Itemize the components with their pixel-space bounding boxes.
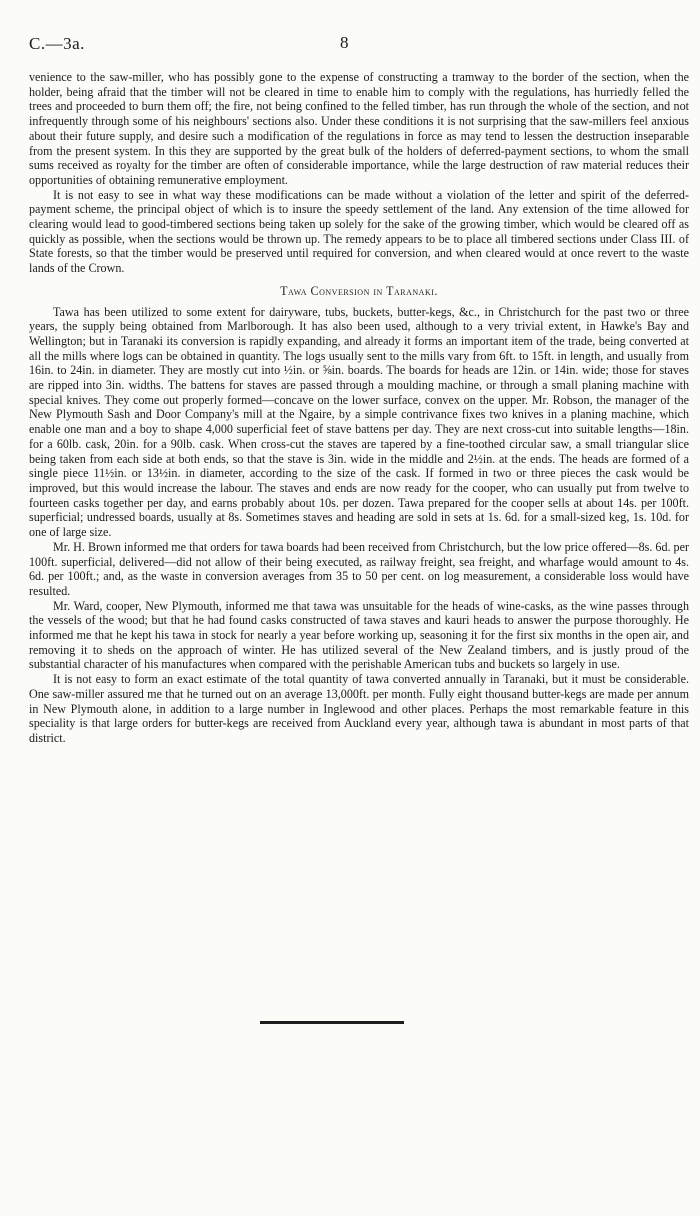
paragraph-tawa-usage: Tawa has been utilized to some extent for dairyware, tubs, buckets, butter-kegs, &c., in Christchurch for the past two or three years, the supply being obtained from Marlborough. It has also been used, although to a very trivial extent, in Hawke's Bay and Wellington; but in Taranaki its conversion is rapidly expanding, and already it forms an important item of the trade, being converted at all the mills where logs can be obtained in quantity. The logs usually sent to the mills vary from 6ft. to 15ft. in length, and usually from 16in. to 24in. in diameter. They are mostly cut into ½in. or ⅝in. boards. The boards for heads are 12in. or 14in. wide; those for staves are ripped into 3in. widths. The battens for staves are passed through a moulding machine, or through a small planing machine with special knives. They come out properly formed—concave on the lower surface, convex on the upper. Mr. Robson, the manager of the New Plymouth Sash and Door Company's mill at the Ngaire, by a simple contrivance fixes two knives in a planing machine, which enable one man and a boy to shape 4,000 superficial feet of stave battens per day. They are next cross-cut into suitable lengths—18in. for a 60lb. cask, 20in. for a 90lb. cask. When cross-cut the staves are tapered by a fine-toothed circular saw, a small triangular slice being taken from each side at both ends, so that the stave is 3in. wide in the middle and 2½in. at the ends. The heads are formed of a single piece 11½in. or 13½in. in diameter, according to the size of the cask. If formed in two or three pieces the cask would be improved, but this would increase the labour. The staves and ends are now ready for the cooper, who can usually put from twelve to fourteen casks together per day, and earns probably about 10s. per dozen. Tawa prepared for the cooper sells at about 14s. per 100ft. superficial; undressed boards, usually at 8s. Sometimes staves and heading are sold in sets at 1s. 6d. for a small-sized keg, 1s. 10d. for one of large size. (29, 304, 689, 540)
end-rule (260, 1021, 404, 1024)
page-number: 8 (340, 33, 349, 52)
section-heading: Tawa Conversion in Taranaki. (280, 283, 438, 298)
paragraph-modifications: It is not easy to see in what way these modifications can be made without a violation of the letter and spirit of the deferred-payment scheme, the principal object of which is to insure the speedy settlement of the land. Any extension of the time allowed for clearing would lead to good-timbered sections being taken up solely for the sake of the growing timber, which would be cleared off as quickly as possible, when the sections would be thrown up. The remedy appears to be to place all timbered sections under Class III. of State forests, so that the timber would be preserved until required for conversion, and when cleared would at once revert to the waste lands of the Crown. (29, 187, 689, 276)
document-body (29, 70, 689, 746)
paragraph-estimate: It is not easy to form an exact estimate of the total quantity of tawa converted annually in Taranaki, but it must be considerable. One saw-miller assured me that he turned out on an average 13,000ft. per month. Fully eight thousand butter-kegs are made per annum in New Plymouth alone, in addition to a large number in Inglewood and other places. Perhaps the most remarkable feature in this speciality is that large orders for butter-kegs are received from Auckland every year, although tawa is abundant in most parts of that district. (29, 672, 689, 745)
page-header-ref: C.—3a. (29, 34, 85, 53)
paragraph-ward: Mr. Ward, cooper, New Plymouth, informed me that tawa was unsuitable for the heads of wine-casks, as the wine passes through the vessels of the wood; but that he had found casks constructed of tawa staves and kauri heads to answer the purpose thoroughly. He informed me that he kept his tawa in stock for nearly a year before working up, seasoning it for the first six months in the open air, and removing it to sheds on the approach of winter. He has utilized several of the New Zealand timbers, and is justly proud of the substantial character of his manufactures when compared with the perishable American tubs and buckets so largely in use. (29, 598, 689, 672)
paragraph-brown: Mr. H. Brown informed me that orders for tawa boards had been received from Christchurch, but the low price offered—8s. 6d. per 100ft. superficial, delivered—did not allow of their being executed, as railway freight, sea freight, and wharfage would amount to 4s. 6d. per 100ft.; and, as the waste in conversion averages from 35 to 50 per cent. on log measurement, a considerable loss would have resulted. (29, 539, 689, 598)
paragraph-continued: venience to the saw-miller, who has possibly gone to the expense of constructing a tramway to the border of the section, when the holder, being afraid that the timber will not be cleared in time to enable him to comply with the regulations, has hurriedly felled the trees and proceeded to burn them off; the fire, not being confined to the felled timber, has run through the whole of the section, and not infrequently through some of his neighbours' sections also. Under these conditions it is not surprising that the saw-millers feel anxious about their future supply, and desire such a modification of the regulations in force as may tend to lessen the destruction inseparable from the present system. In this they are supported by the great bulk of the holders of deferred-payment sections, to whom the small sums received as royalty for the timber are often of considerable importance, while the large destruction of raw material reduces their opportunities of obtaining remunerative employment. (29, 70, 689, 187)
